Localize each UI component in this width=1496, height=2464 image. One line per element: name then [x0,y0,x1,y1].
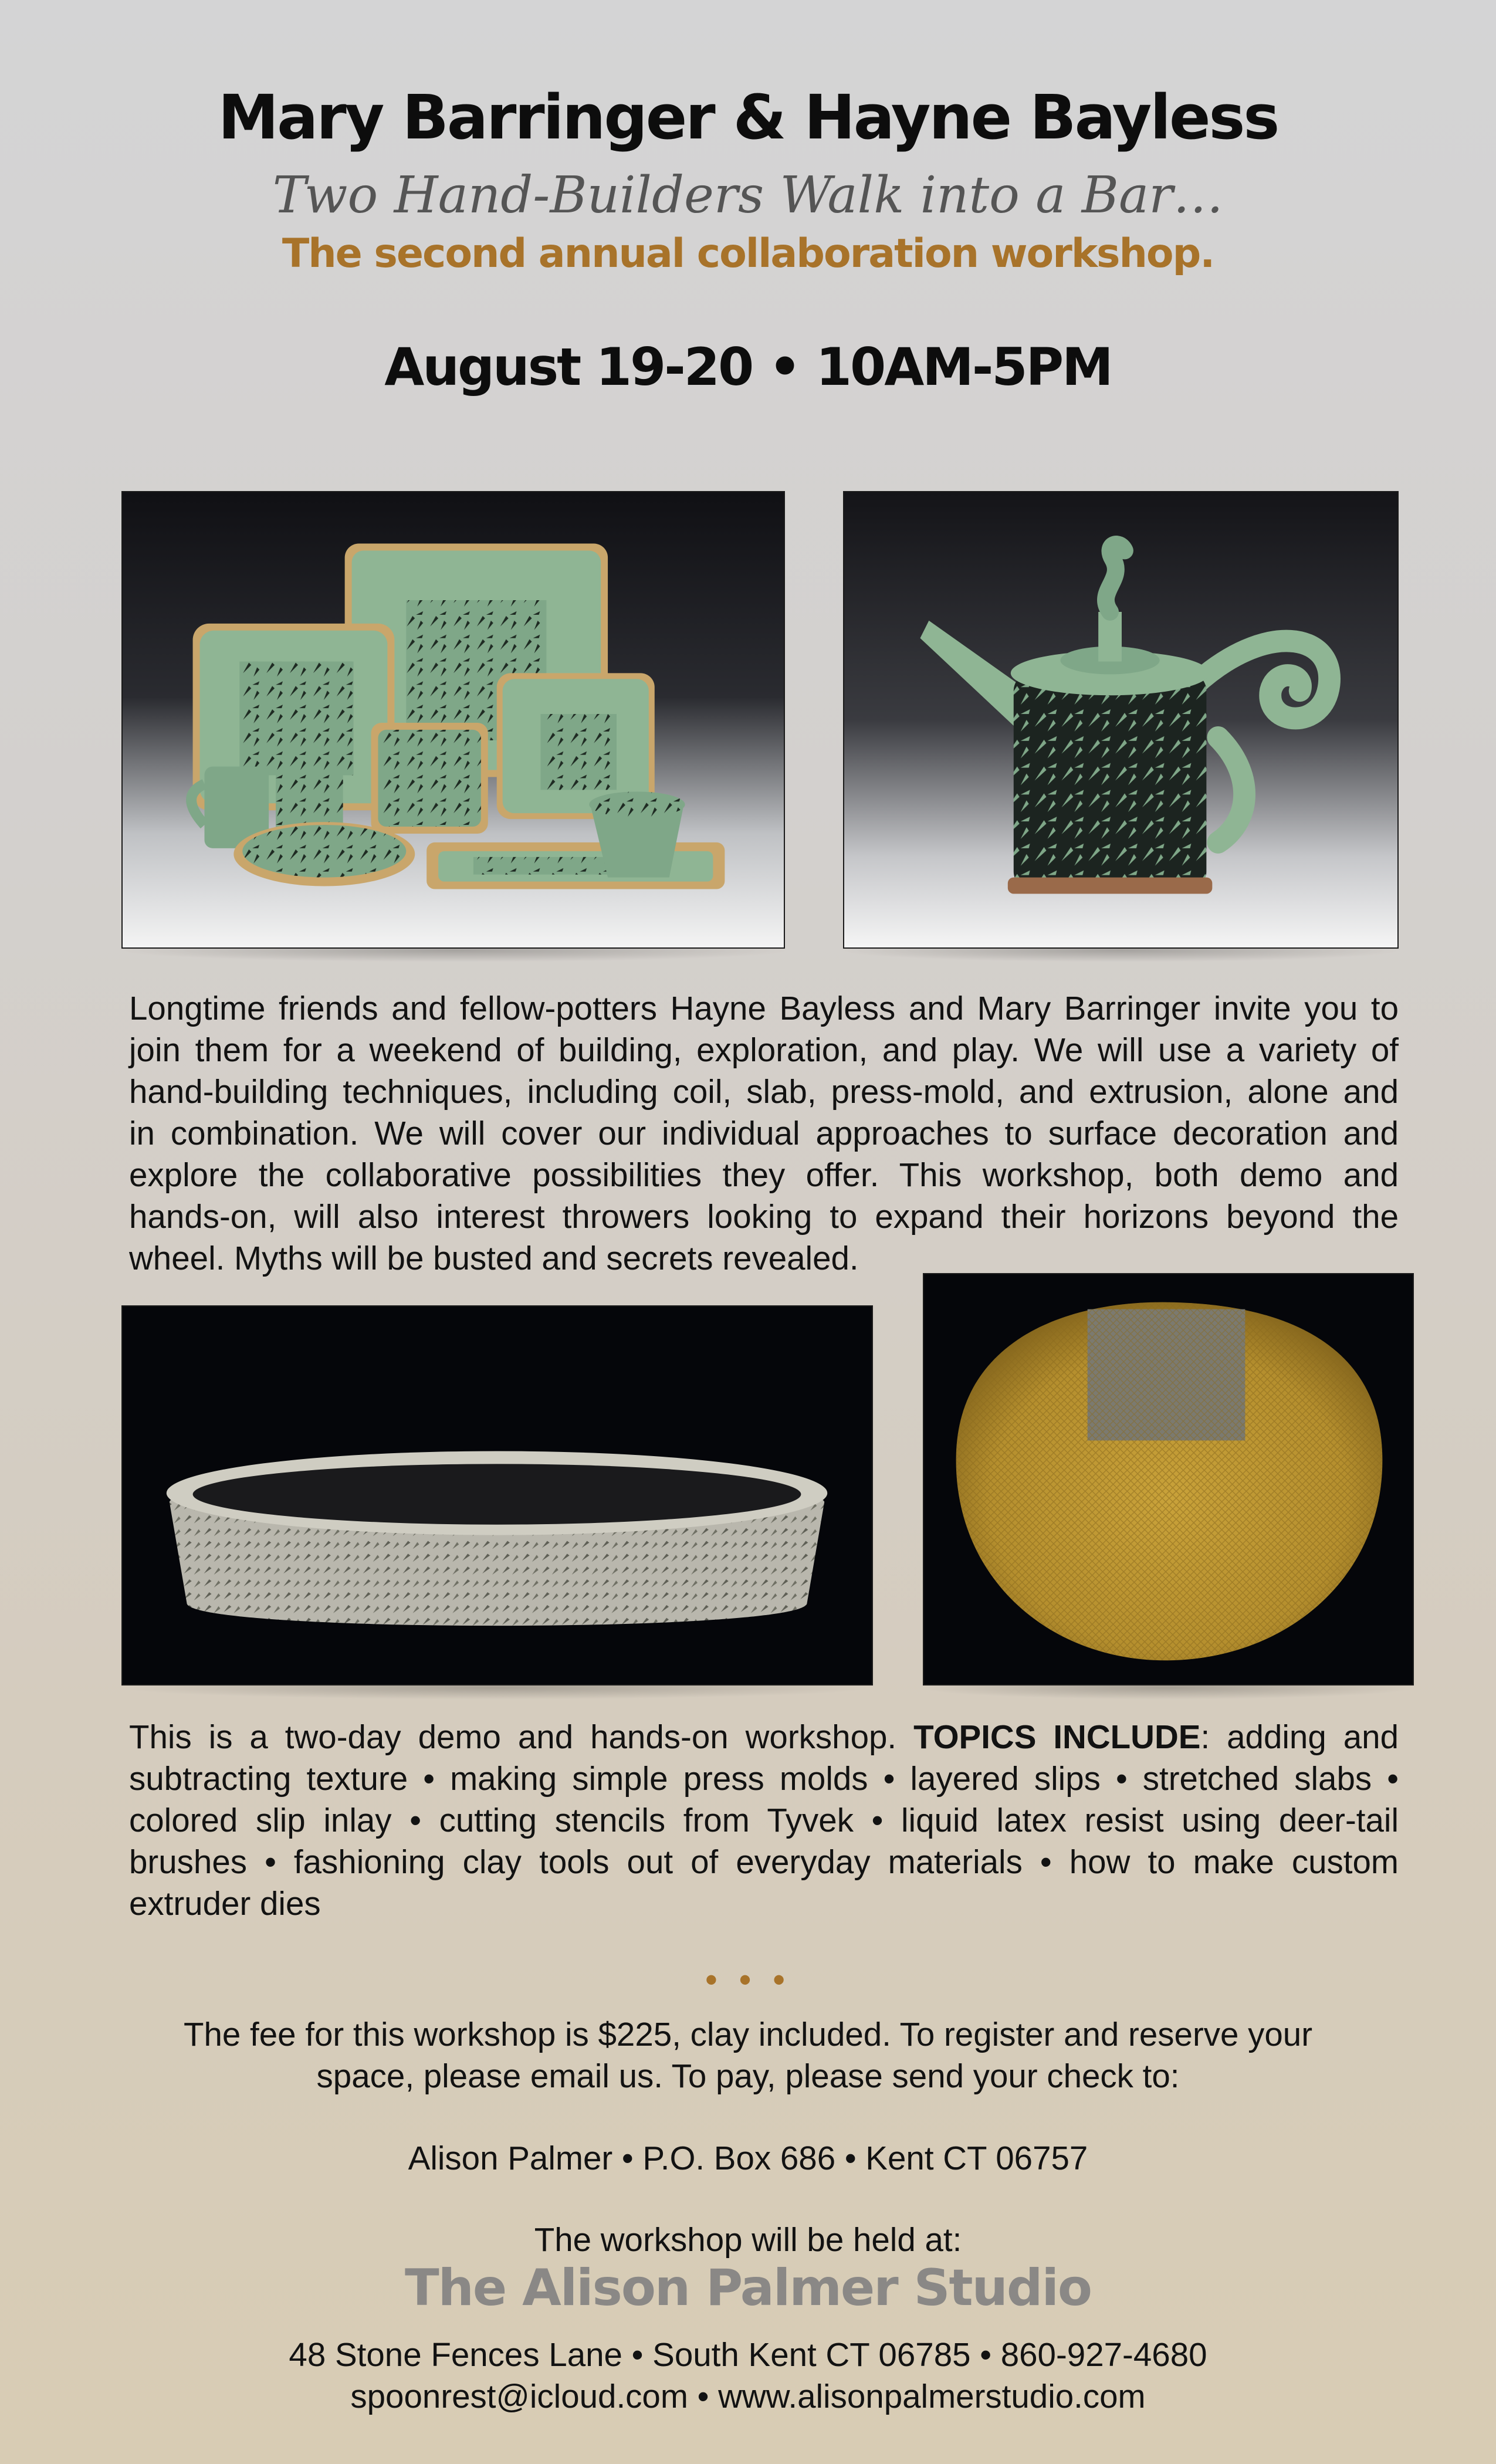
intro-line: Longtime friends and fellow-potters Hayne Bayless and Mary Barringer invite you to [129,990,1399,1027]
fee-line: The fee for this workshop is $225, clay included. To register and reserve your [183,2016,1313,2053]
topics-lead-rest: : adding and [1200,1718,1399,1755]
photo-oval-basin [121,1305,873,1685]
mailing-address: Alison Palmer • P.O. Box 686 • Kent CT 06757 [408,2140,1088,2177]
intro-paragraph [129,987,1399,1279]
topics-heading: TOPICS INCLUDE [913,1718,1201,1755]
intro-line: hand-building techniques, including coil, slab, press-mold, and extrusion, alone and [129,1073,1399,1110]
photo-dinnerware-set [121,491,785,949]
tagline: The second annual collaboration workshop. [282,231,1214,277]
studio-address: 48 Stone Fences Lane • South Kent CT 06785 • 860-927-4680 [289,2336,1207,2373]
studio-name: The Alison Palmer Studio [404,2259,1092,2317]
intro-line: explore the collaborative possibilities they offer. This workshop, both demo and [129,1156,1399,1193]
fee-line: space, please email us. To pay, please send your check to: [316,2057,1180,2094]
topics-line: colored slip inlay • cutting stencils from Tyvek • liquid latex resist using deer-tail [129,1802,1399,1839]
contact-info: spoonrest@icloud.com • www.alisonpalmerstudio.com [350,2378,1146,2415]
topics-line: subtracting texture • making simple press molds • layered slips • stretched slabs • [129,1760,1399,1797]
intro-line: join them for a weekend of building, exploration, and play. We will use a variety of [129,1031,1399,1068]
topics-paragraph [129,1716,1399,1924]
intro-line: in combination. We will cover our individual approaches to surface decoration and [129,1115,1399,1152]
topics-line: brushes • fashioning clay tools out of everyday materials • how to make custom [129,1843,1399,1880]
date-time: August 19-20 • 10AM-5PM [384,337,1112,397]
page-title: Mary Barringer & Hayne Bayless [218,82,1278,153]
photo-golden-dish [923,1273,1414,1685]
held-at-label: The workshop will be held at: [534,2221,962,2258]
intro-line: hands-on, will also interest throwers looking to expand their horizons beyond the [129,1198,1399,1235]
page-subtitle: Two Hand-Builders Walk into a Bar… [272,166,1224,225]
photo-teapot [843,491,1399,949]
intro-line: wheel. Myths will be busted and secrets revealed. [129,1240,859,1277]
topics-line [129,1716,1399,1758]
topics-line: extruder dies [129,1885,321,1922]
separator-dots: • • • [705,1960,791,1999]
topics-lead: This is a two-day demo and hands-on workshop. [129,1718,914,1755]
